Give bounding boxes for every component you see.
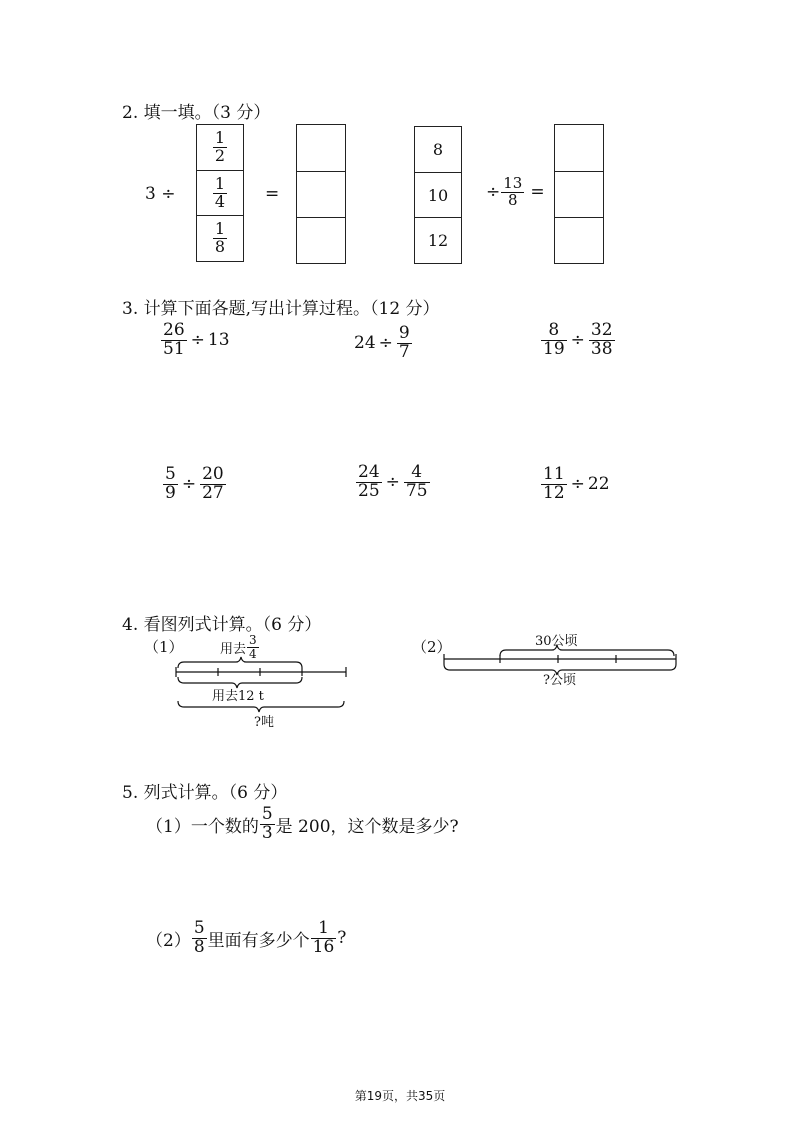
q2-answer-1-cell-1[interactable]: [297, 125, 345, 172]
q4-part1-top-label: 用去 $\frac{3}{4}$: [220, 633, 257, 661]
q2-left-cell-1: $\frac{1}{2}$: [197, 125, 243, 171]
q4-part1-mid-label: 用去12 t: [212, 689, 264, 704]
q2-answer-2-cell-2[interactable]: [555, 172, 603, 218]
q2-answer-box-2[interactable]: [554, 124, 604, 264]
q2-answer-2-cell-1[interactable]: [555, 125, 603, 172]
q3-expr-5: $\frac{24}{25}$ ÷ $\frac{4}{75}$: [358, 462, 428, 501]
q5-title: 5. 列式计算。（6 分）: [122, 783, 288, 803]
q3-expr-1: $\frac{26}{51}$ ÷ 13: [163, 320, 230, 359]
q4-part2-bottom-label: ?公顷: [543, 673, 576, 688]
q2-left-cell-3: $\frac{1}{8}$: [214, 219, 226, 256]
q4-part1-label: （1）: [144, 638, 184, 656]
q2-answer-box-1[interactable]: [296, 124, 346, 264]
q2-right-cell-2: 10: [415, 173, 461, 218]
q2-right-cell-3: 12: [427, 231, 449, 250]
q3-expr-4: $\frac{5}{9}$ ÷ $\frac{20}{27}$: [165, 464, 224, 503]
q2-right-cell-1: 8: [415, 127, 461, 173]
q3-expr-3: $\frac{8}{19}$ ÷ $\frac{32}{38}$: [543, 320, 613, 359]
q2-left-box: [196, 124, 244, 262]
q3-expr-6: $\frac{11}{12}$ ÷ 22: [543, 464, 610, 503]
q2-equals-1: =: [265, 184, 280, 204]
q3-title: 3. 计算下面各题,写出计算过程。（12 分）: [122, 299, 440, 319]
q2-answer-2-cell-3[interactable]: [555, 218, 603, 263]
q4-part2-label: （2）: [412, 638, 452, 656]
q2-left-cell-2: $\frac{1}{4}$: [197, 171, 243, 216]
q5-part1: （1）一个数的 $\frac{5}{3}$ 是 200，这个数是多少?: [146, 804, 459, 843]
q3-expr-2: 24 ÷ $\frac{9}{7}$: [354, 323, 410, 362]
q2-answer-1-cell-2[interactable]: [297, 172, 345, 218]
page-footer: 第19页，共35页: [354, 1089, 446, 1103]
q2-title: 2. 填一填。（3 分）: [122, 103, 271, 123]
q5-part2: （2） $\frac{5}{8}$ 里面有多少个 $\frac{1}{16}$ ?: [146, 918, 347, 957]
q2-right-box: [414, 126, 462, 264]
q2-right-divisor: ÷ $\frac{13}{8}$ =: [486, 174, 545, 209]
q4-part1-bottom-label: ?吨: [254, 715, 274, 730]
q4-title: 4. 看图列式计算。（6 分）: [122, 615, 322, 635]
q2-answer-1-cell-3[interactable]: [297, 218, 345, 263]
q2-left-prefix: 3 ÷: [145, 184, 176, 204]
q4-part2-top-label: 30公顷: [535, 634, 578, 649]
